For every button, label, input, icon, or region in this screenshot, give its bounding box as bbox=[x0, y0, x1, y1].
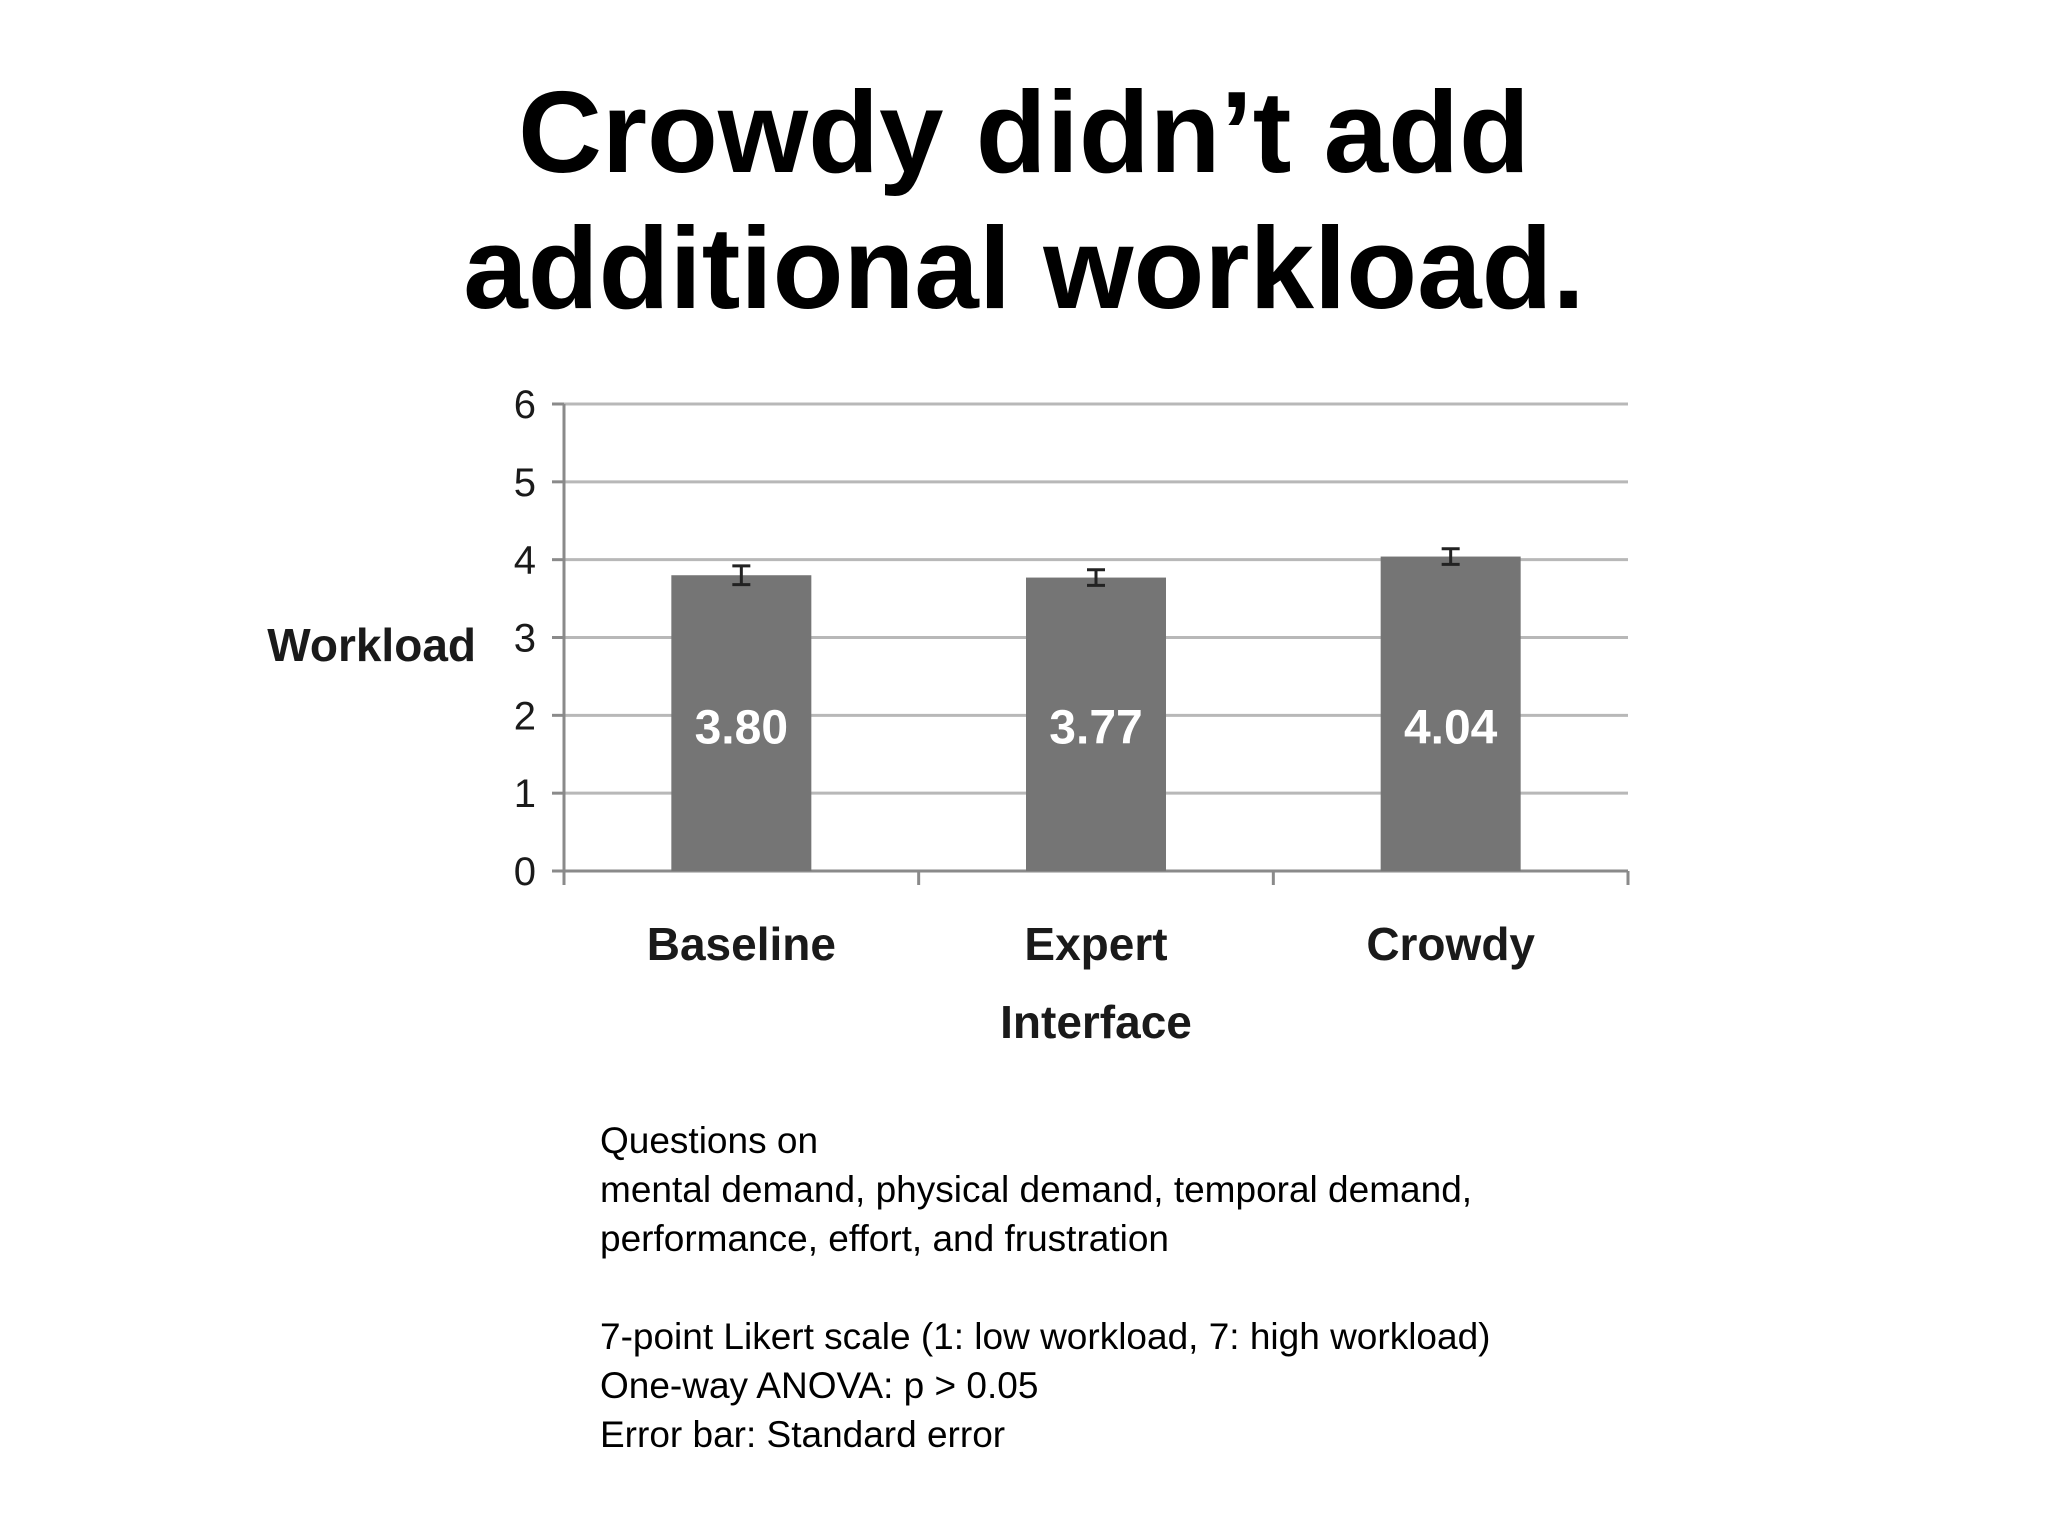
notes-line-1: Questions on bbox=[600, 1120, 819, 1161]
y-axis-label: Workload bbox=[267, 619, 476, 671]
y-tick-label-0: 0 bbox=[513, 850, 536, 894]
category-label-1-line-0: Expert bbox=[1024, 918, 1168, 970]
slide-notes bbox=[600, 1116, 1800, 1459]
y-tick-label-5: 5 bbox=[513, 460, 536, 505]
notes-line-3: performance, effort, and frustration bbox=[600, 1218, 1170, 1259]
value-label-2: 4.04 bbox=[1403, 701, 1498, 755]
notes-line-5: One-way ANOVA: p > 0.05 bbox=[600, 1365, 1039, 1406]
notes-spacer bbox=[600, 1263, 1800, 1312]
notes-line-6: Error bar: Standard error bbox=[600, 1414, 1006, 1455]
value-label-0: 3.80 bbox=[694, 701, 789, 755]
category-label-2 bbox=[1366, 918, 1535, 970]
slide-title-line-2: additional workload. bbox=[463, 203, 1585, 333]
y-tick-label-6: 6 bbox=[513, 383, 536, 427]
y-tick-label-4: 4 bbox=[513, 538, 536, 583]
y-tick-label-1: 1 bbox=[513, 772, 536, 817]
y-tick-label-2: 2 bbox=[513, 694, 536, 739]
notes-line-4: 7-point Likert scale (1: low workload, 7: high workload) bbox=[600, 1316, 1491, 1357]
category-label-1-line-1: Interface bbox=[1000, 996, 1192, 1048]
category-label-0-line-0: Baseline bbox=[646, 918, 836, 970]
category-label-1 bbox=[1000, 918, 1192, 1048]
category-label-0 bbox=[647, 918, 836, 970]
y-tick-label-3: 3 bbox=[513, 616, 536, 661]
slide-title-line-1: Crowdy didn’t add bbox=[518, 67, 1530, 197]
category-label-2-line-0: Crowdy bbox=[1366, 918, 1536, 970]
value-label-1: 3.77 bbox=[1049, 701, 1143, 755]
notes-line-2: mental demand, physical demand, temporal demand, bbox=[600, 1169, 1473, 1210]
